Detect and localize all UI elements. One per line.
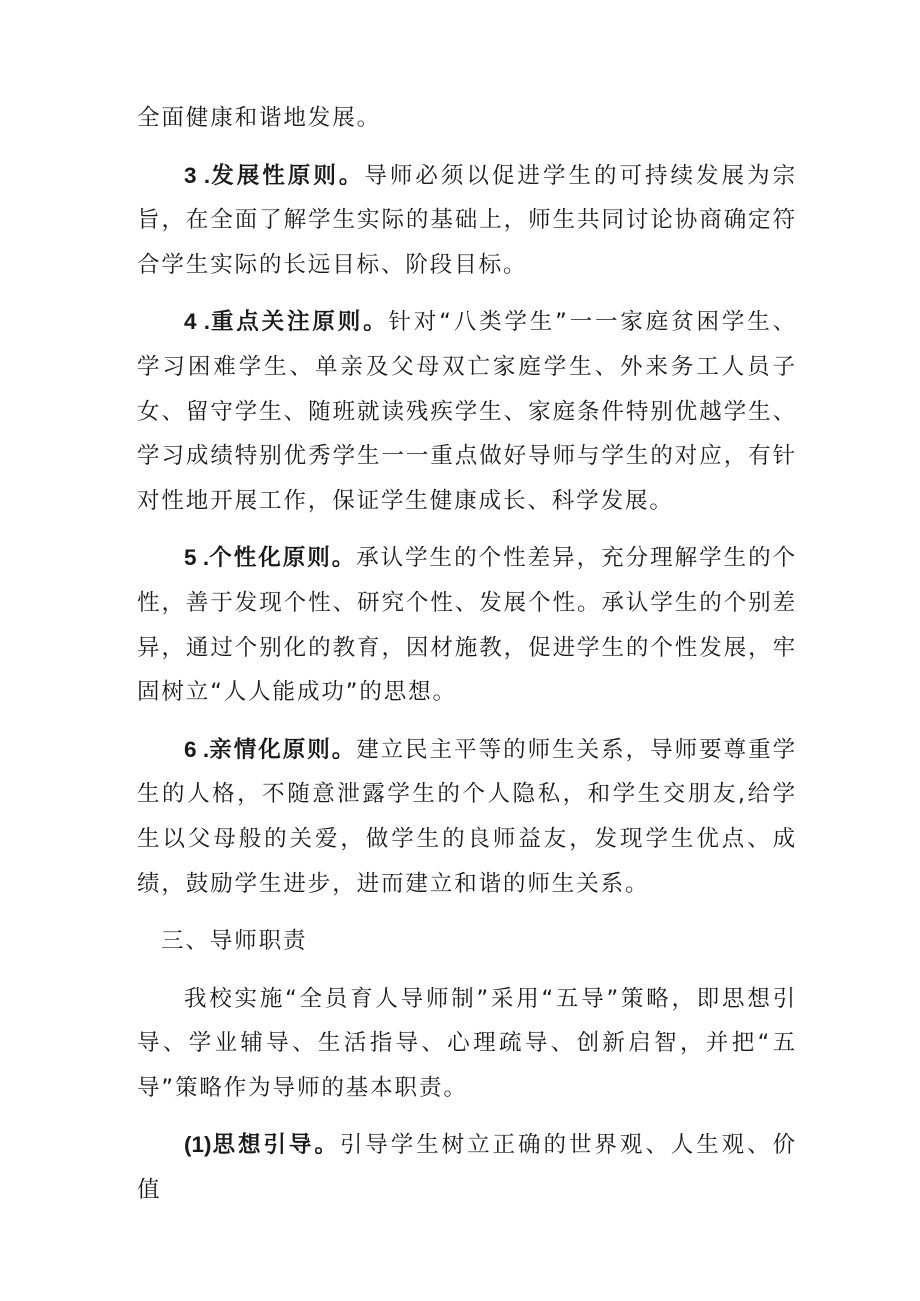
item-number: 4 .	[184, 309, 210, 335]
item-heading: 发展性原则。	[210, 162, 365, 189]
paragraph-text: 我校实施“全员育人导师制”采用“五导”策略，即思想引导、学业辅导、生活指导、心理疏导、创新启智，并把“五导”策略作为导师的基本职责。	[137, 985, 797, 1101]
item-heading: 重点关注原则。	[209, 309, 389, 336]
paragraph-text: 针对“八类学生”一一家庭贫困学生、学习困难学生、单亲及父母双亡家庭学生、外来务工人员子女、留守学生、随班就读残疾学生、家庭条件特别优越学生、学习成绩特别优秀学生一一重点做好导师与学生的对应，有针对性地开展工作，保证学生健康成长、科学发展。	[137, 309, 797, 514]
principle-individualization	[137, 536, 797, 714]
paragraph-text: 导师必须以促进学生的可持续发展为宗旨，在全面了解学生实际的基础上，师生共同讨论协商确定符合学生实际的长远目标、阶段目标。	[137, 162, 797, 278]
item-heading: 亲情化原则。	[209, 736, 357, 763]
paragraph-text: 建立民主平等的师生关系，导师要尊重学生的人格，不随意泄露学生的个人隐私，和学生交朋友,给学生以父母般的关爱，做学生的良师益友，发现学生优点、成绩，鼓励学生进步，进而建立和谐的师生关系。	[137, 736, 797, 897]
paragraph-continuation	[137, 96, 797, 141]
item-heading: 个性化原则。	[209, 545, 357, 572]
paragraph-text: 承认学生的个性差异，充分理解学生的个性，善于发现个性、研究个性、发展个性。承认学生的个别差异，通过个别化的教育，因材施教，促进学生的个性发展，牢固树立“人人能成功”的思想。	[137, 545, 797, 706]
section-title: 三、导师职责	[161, 928, 308, 955]
item-heading: 思想引导。	[211, 1132, 340, 1159]
item-number: 3 .	[184, 162, 211, 188]
item-number: (1)	[184, 1132, 212, 1158]
item-number: 5 .	[184, 545, 210, 571]
duties-intro	[137, 977, 797, 1111]
principle-key-focus	[137, 300, 797, 523]
document-body	[137, 96, 797, 1213]
paragraph-text: 引导学生树立正确的世界观、人生观、价值	[137, 1132, 797, 1204]
paragraph-text: 全面健康和谐地发展。	[137, 105, 382, 131]
section-heading-duties	[137, 919, 797, 964]
item-number: 6 .	[184, 736, 210, 762]
principle-affection	[137, 728, 797, 906]
principle-development	[137, 154, 797, 288]
duty-ideological-guidance	[137, 1123, 797, 1212]
